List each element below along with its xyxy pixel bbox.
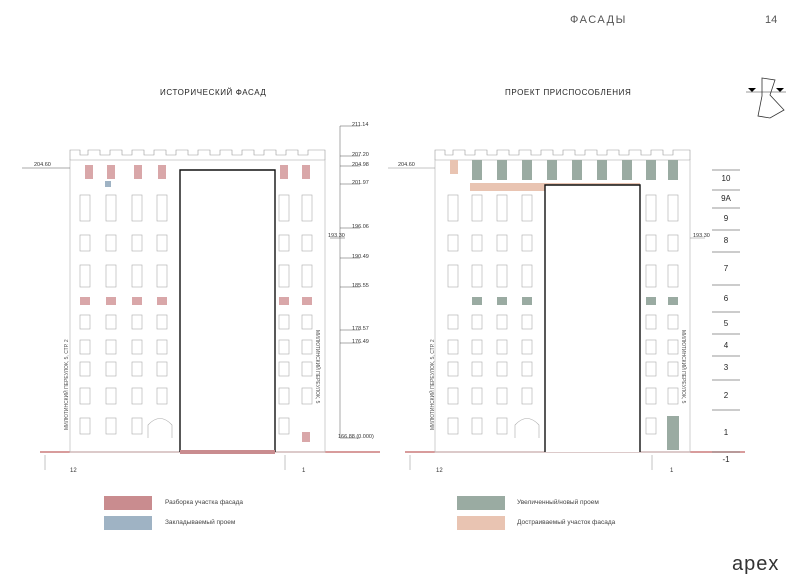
legend-label-filled-opening: Закладываемый проем xyxy=(165,519,236,526)
elevation-mark: 207.20 xyxy=(352,152,369,158)
legend-label-demolition: Разборка участка фасада xyxy=(165,499,244,506)
floor-label: 7 xyxy=(723,264,729,273)
axis-label-left: 12 xyxy=(70,468,77,474)
elevation-mark: 176.49 xyxy=(352,339,369,345)
legend-swatch-filled-opening xyxy=(104,516,152,530)
floor-label: 9 xyxy=(723,214,729,223)
left-height-mark: 204.60 xyxy=(398,162,415,168)
legend-label-added-section: Достраиваемый участок фасада xyxy=(517,519,616,526)
elevation-mark: 185.55 xyxy=(352,283,369,289)
floor-label: -1 xyxy=(722,455,730,464)
floor-label: 6 xyxy=(723,294,729,303)
left-height-mark: 204.60 xyxy=(34,162,51,168)
elevation-mark: 190.49 xyxy=(352,254,369,260)
project-facade-title: ПРОЕКТ ПРИСПОСОБЛЕНИЯ xyxy=(505,88,632,97)
street-label-left: МИЛЮТИНСКИЙ ПЕРЕУЛОК, 5, СТР. 2 xyxy=(430,339,436,430)
header-title: ФАСАДЫ xyxy=(570,14,627,26)
floor-label: 1 xyxy=(723,428,729,437)
legend-swatch-new-opening xyxy=(457,496,505,510)
floor-label: 2 xyxy=(723,391,729,400)
page-number: 14 xyxy=(765,14,778,26)
axis-label-left: 12 xyxy=(436,468,443,474)
legend-swatch-demolition xyxy=(104,496,152,510)
axis-label-right: 1 xyxy=(302,468,306,474)
side-height-mark: 193.30 xyxy=(328,233,345,239)
historic-facade-title: ИСТОРИЧЕСКИЙ ФАСАД xyxy=(160,88,267,97)
street-label-right: МИЛЮТИНСКИЙ ПЕРЕУЛОК, 5 xyxy=(314,330,320,404)
floor-label: 8 xyxy=(723,236,729,245)
floor-label: 5 xyxy=(723,319,729,328)
floor-label: 9А xyxy=(721,194,731,203)
elevation-mark: 166.88 (0.000) xyxy=(338,434,374,440)
elevation-mark: 178.57 xyxy=(352,326,369,332)
side-height-mark: 193.30 xyxy=(693,233,710,239)
axis-label-right: 1 xyxy=(670,468,674,474)
brand-logo: apex xyxy=(732,553,780,575)
floor-label: 3 xyxy=(723,363,729,372)
legend-label-new-opening: Увеличенный/новый проем xyxy=(517,499,599,506)
elevation-mark: 196.06 xyxy=(352,224,369,230)
legend-swatch-added-section xyxy=(457,516,505,530)
floor-label: 4 xyxy=(723,341,729,350)
elevation-mark: 211.14 xyxy=(352,122,369,128)
elevation-mark: 204.98 xyxy=(352,162,369,168)
street-label-right: МИЛЮТИНСКИЙ ПЕРЕУЛОК, 5 xyxy=(680,330,686,404)
street-label-left: МИЛЮТИНСКИЙ ПЕРЕУЛОК, 5, СТР. 2 xyxy=(64,339,70,430)
floor-label: 10 xyxy=(721,174,731,183)
elevation-mark: 201.97 xyxy=(352,180,369,186)
